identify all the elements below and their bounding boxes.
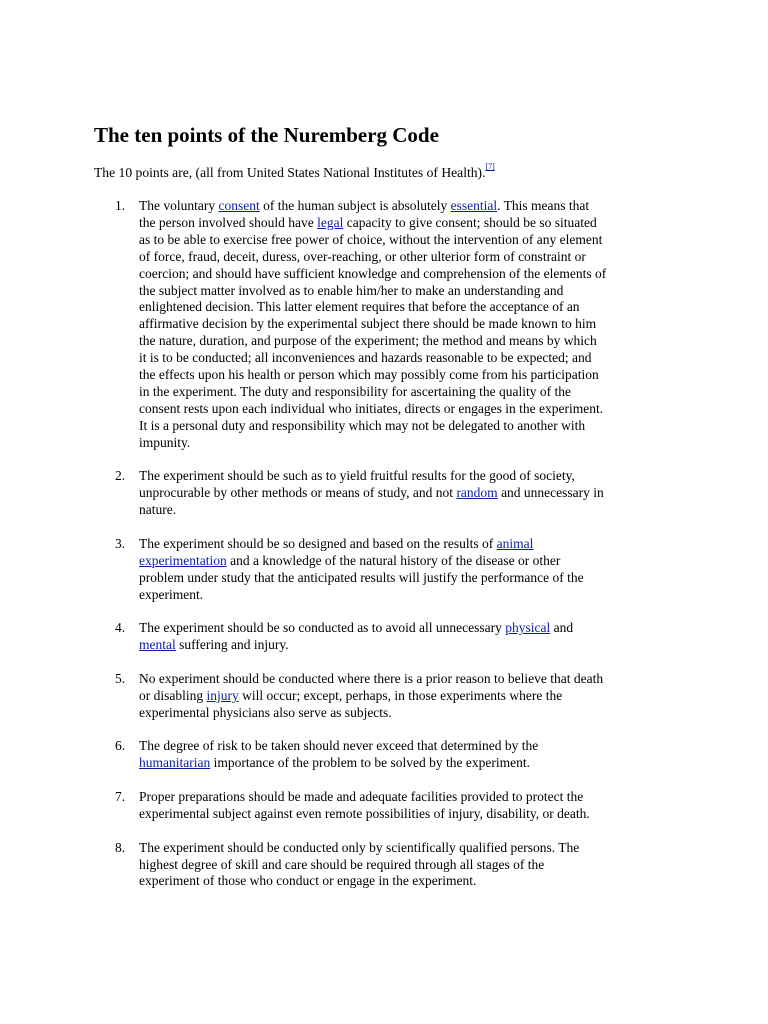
text-segment: and: [550, 620, 574, 636]
text-line: [139, 570, 684, 587]
text-line: [139, 299, 684, 316]
text-line: [139, 232, 684, 249]
text-segment: nature.: [139, 502, 177, 518]
text-segment: coercion; and should have sufficient knowledge and comprehension of the elements of: [139, 265, 607, 281]
wiki-link-essential[interactable]: essential: [450, 198, 498, 213]
text-segment: the subject matter involved as to enable him/her to make an understanding and: [139, 282, 564, 298]
wiki-link-injury[interactable]: injury: [206, 687, 239, 703]
text-line: [139, 367, 684, 384]
text-segment: experiment of those who conduct or engage in the experiment.: [139, 873, 477, 889]
text-segment: the person involved should have: [139, 214, 318, 230]
text-segment: and unnecessary in: [497, 485, 604, 501]
list-item: [94, 620, 684, 654]
text-line: [139, 435, 684, 452]
list-item-number: 5.: [115, 670, 126, 686]
text-segment: The experiment should be so conducted as to avoid all unnecessary: [139, 620, 506, 636]
text-line: [139, 789, 684, 806]
text-segment: Proper preparations should be made and adequate facilities provided to protect the: [139, 789, 584, 805]
list-item: [94, 468, 684, 519]
text-line: [139, 840, 684, 857]
text-line: [139, 485, 684, 502]
text-segment: impunity.: [139, 434, 191, 450]
text-line: [139, 587, 684, 604]
text-line: [139, 873, 684, 890]
text-line: [139, 688, 684, 705]
text-segment: will occur; except, perhaps, in those experiments where the: [238, 687, 563, 703]
text-line: [139, 738, 684, 755]
list-item: [94, 840, 684, 891]
text-segment: . This means that: [497, 198, 590, 213]
list-item-number: 6.: [115, 738, 126, 754]
reference-link-7[interactable]: [7]: [485, 162, 495, 172]
text-segment: The experiment should be so designed and based on the results of: [139, 535, 497, 551]
text-line: [139, 671, 684, 688]
text-line: [139, 350, 684, 367]
wiki-link-mental[interactable]: mental: [139, 637, 176, 653]
page-title: The ten points of the Nuremberg Code: [94, 123, 439, 147]
text-line: [139, 249, 684, 266]
text-segment: experimental physicians also serve as subjects.: [139, 704, 392, 720]
text-segment: capacity to give consent; should be so situated: [343, 214, 597, 230]
text-segment: The degree of risk to be taken should never exceed that determined by the: [139, 738, 539, 754]
text-line: [139, 705, 684, 722]
list-item-number: 4.: [115, 620, 126, 636]
list-item-number: 8.: [115, 839, 126, 855]
text-segment: of the human subject is absolutely: [259, 198, 451, 213]
text-segment: highest degree of skill and care should be required through all stages of the: [139, 856, 545, 872]
text-segment: of force, fraud, deceit, duress, over-reaching, or other ulterior form of constraint or: [139, 248, 586, 264]
text-line: [139, 536, 684, 553]
text-segment: No experiment should be conducted where there is a prior reason to believe that death: [139, 670, 604, 686]
list-item-number: 3.: [115, 535, 126, 551]
text-segment: The experiment should be such as to yield fruitful results for the good of society,: [139, 468, 575, 484]
text-segment: experiment.: [139, 586, 204, 602]
text-segment: enlightened decision. This latter element requires that before the acceptance of an: [139, 299, 580, 315]
document-page: [94, 122, 684, 907]
wiki-link-animal[interactable]: animal: [496, 535, 534, 551]
list-item: [94, 789, 684, 823]
text-segment: the effects upon his health or person which may possibly come from his participation: [139, 367, 599, 383]
wiki-link-experimentation[interactable]: experimentation: [139, 552, 227, 568]
wiki-link-physical[interactable]: physical: [505, 620, 551, 636]
list-item: [94, 198, 684, 452]
list-item: [94, 671, 684, 722]
text-line: [139, 620, 684, 637]
text-segment: importance of the problem to be solved by the experiment.: [210, 755, 531, 771]
intro-text: The 10 points are, (all from United States National Institutes of Health).: [94, 165, 486, 180]
wiki-link-consent[interactable]: consent: [218, 198, 260, 213]
text-line: [139, 468, 684, 485]
intro-paragraph: [94, 164, 684, 181]
text-segment: as to be able to exercise free power of choice, without the intervention of any element: [139, 231, 603, 247]
wiki-link-random[interactable]: random: [456, 485, 498, 501]
text-segment: unprocurable by other methods or means of study, and not: [139, 485, 457, 501]
text-line: [139, 384, 684, 401]
text-segment: It is a personal duty and responsibility which may not be delegated to another with: [139, 417, 586, 433]
list-item-number: 1.: [115, 198, 126, 213]
list-item: [94, 738, 684, 772]
text-line: [139, 637, 684, 654]
text-line: [139, 401, 684, 418]
text-line: [139, 755, 684, 772]
text-line: [139, 418, 684, 435]
list-item-number: 7.: [115, 789, 126, 805]
points-list: [94, 198, 684, 890]
text-segment: problem under study that the anticipated results will justify the performance of the: [139, 569, 584, 585]
text-line: [139, 316, 684, 333]
text-segment: suffering and injury.: [175, 637, 289, 653]
text-line: [139, 553, 684, 570]
text-line: [139, 198, 684, 215]
text-line: [139, 806, 684, 823]
text-segment: The voluntary: [139, 198, 219, 213]
text-line: [139, 266, 684, 283]
text-segment: the nature, duration, and purpose of the experiment; the method and means by which: [139, 333, 597, 349]
list-item: [94, 536, 684, 604]
text-line: [139, 857, 684, 874]
text-line: [139, 333, 684, 350]
text-segment: The experiment should be conducted only by scientifically qualified persons. The: [139, 839, 580, 855]
text-segment: it is to be conducted; all inconveniences and hazards reasonable to be expected; and: [139, 350, 592, 366]
text-segment: consent rests upon each individual who initiates, directs or engages in the experiment.: [139, 400, 604, 416]
text-line: [139, 215, 684, 232]
wiki-link-legal[interactable]: legal: [317, 214, 344, 230]
text-segment: in the experiment. The duty and responsibility for ascertaining the quality of the: [139, 383, 572, 399]
text-segment: and a knowledge of the natural history of the disease or other: [226, 552, 561, 568]
wiki-link-humanitarian[interactable]: humanitarian: [139, 755, 211, 771]
text-line: [139, 502, 684, 519]
text-line: [139, 283, 684, 300]
list-item-number: 2.: [115, 468, 126, 484]
text-segment: affirmative decision by the experimental subject there should be made known to him: [139, 316, 597, 332]
text-segment: experimental subject against even remote possibilities of injury, disability, or death.: [139, 805, 590, 821]
text-segment: or disabling: [139, 687, 207, 703]
